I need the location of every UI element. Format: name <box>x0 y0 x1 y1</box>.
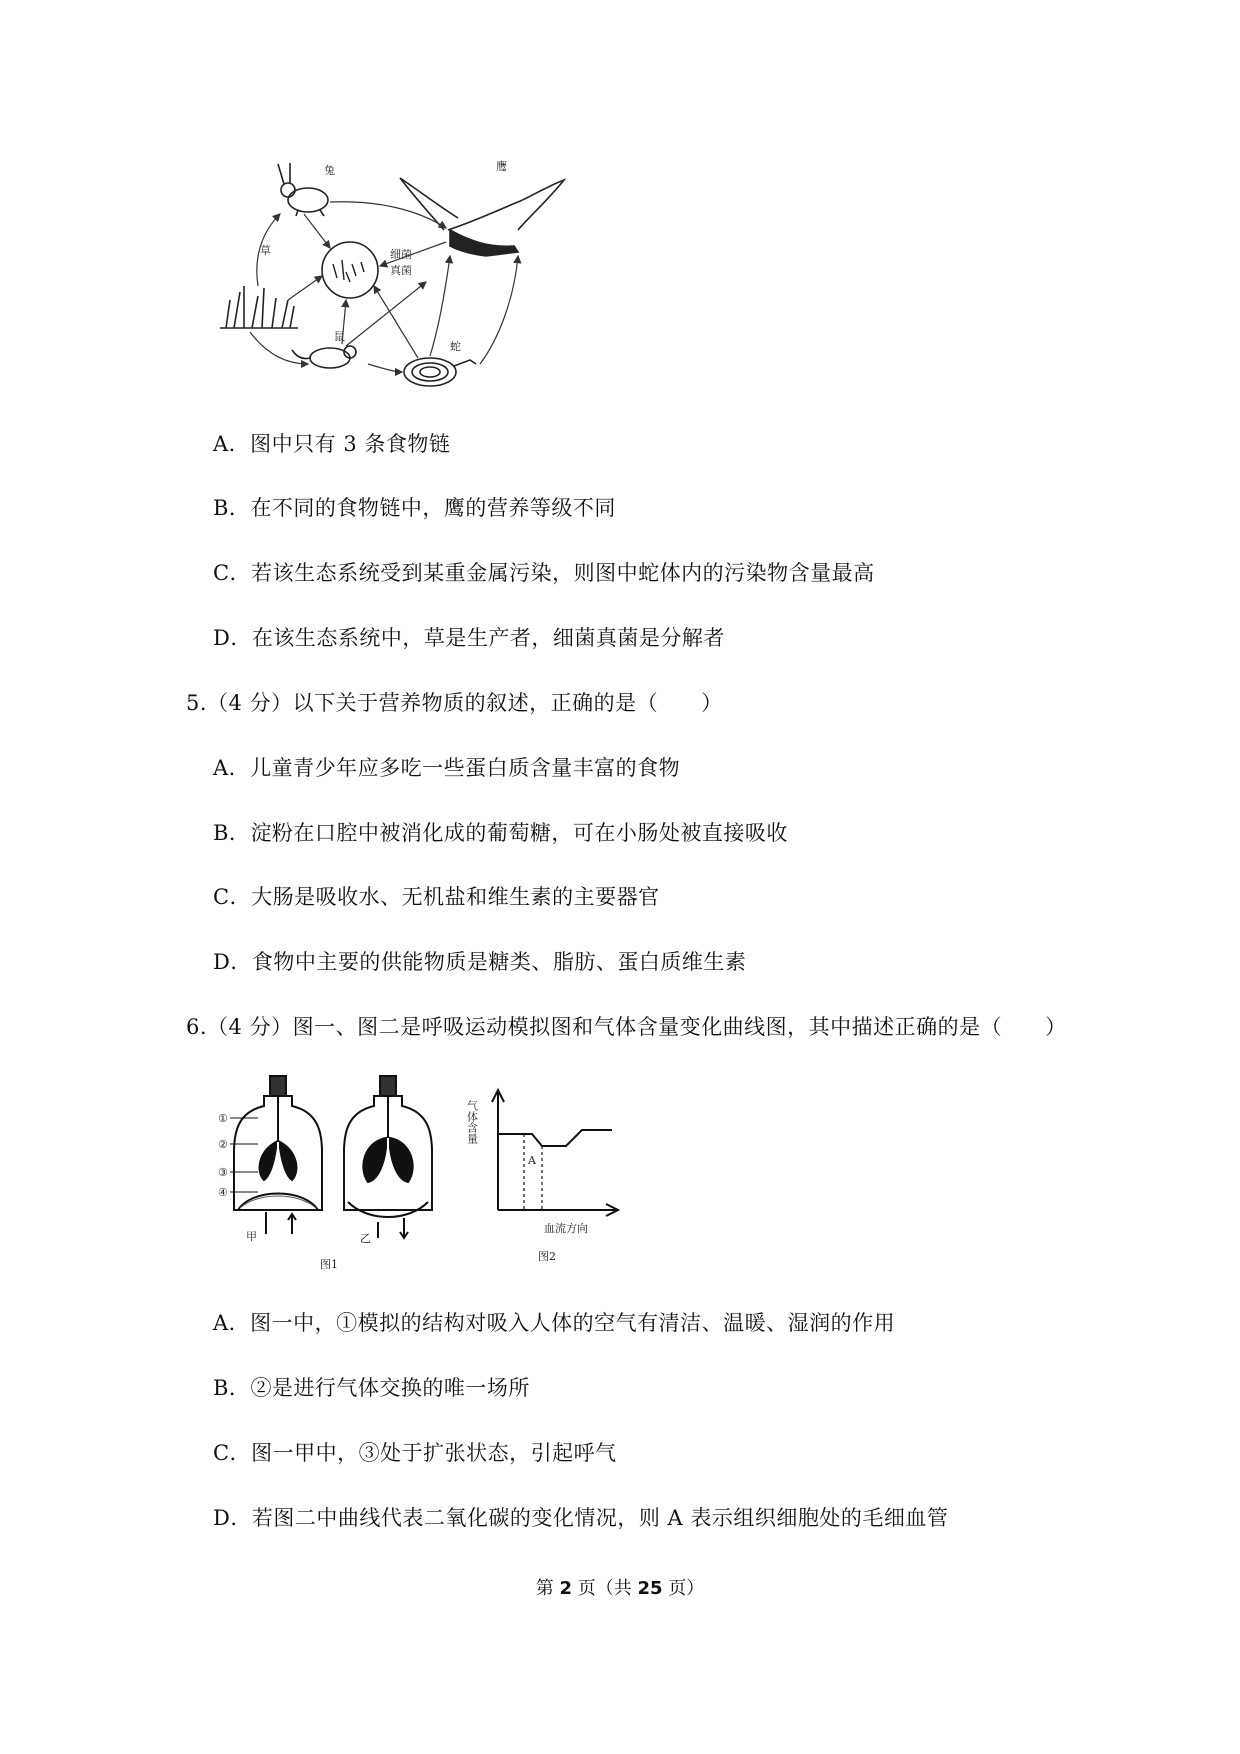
q4-option-a[interactable] <box>213 430 450 458</box>
option-letter: B． <box>213 496 251 520</box>
q6-option-d[interactable] <box>213 1504 948 1532</box>
footer-page-number: 2 <box>559 1578 572 1599</box>
breathing-model-figure <box>218 1072 448 1272</box>
page-footer <box>0 1574 1240 1600</box>
mouse-icon <box>292 346 356 368</box>
marker-3: ③ <box>218 1166 228 1179</box>
option-text: 儿童青少年应多吃一些蛋白质含量丰富的食物 <box>250 756 681 780</box>
footer-middle: 页（共 <box>577 1578 632 1599</box>
mouse-label: 鼠 <box>334 330 345 343</box>
option-letter: C． <box>213 561 252 585</box>
label-jia: 甲 <box>246 1230 257 1243</box>
q4-option-d[interactable] <box>213 624 725 652</box>
caption-fig2: 图2 <box>538 1250 556 1262</box>
option-letter: C． <box>213 1441 252 1465</box>
footer-prefix: 第 <box>535 1578 554 1599</box>
label-yi: 乙 <box>360 1232 371 1245</box>
option-text: 若图二中曲线代表二氧化碳的变化情况，则 A 表示组织细胞处的毛细血管 <box>251 1506 949 1530</box>
option-letter: C． <box>213 885 252 909</box>
hawk-label: 鹰 <box>496 160 507 173</box>
q5-option-b[interactable] <box>213 819 788 847</box>
rabbit-label: 兔 <box>324 164 335 177</box>
footer-suffix: 页） <box>668 1578 705 1599</box>
q5-option-d[interactable] <box>213 948 746 976</box>
option-text: 图一甲中，③处于扩张状态，引起呼气 <box>251 1441 617 1465</box>
option-text: ②是进行气体交换的唯一场所 <box>250 1376 530 1400</box>
q6-option-b[interactable] <box>213 1374 530 1402</box>
food-web-figure <box>218 160 598 400</box>
decomposer-label-2: 真菌 <box>390 264 412 277</box>
q4-option-c[interactable] <box>213 559 875 587</box>
option-text: 食物中主要的供能物质是糖类、脂肪、蛋白质维生素 <box>251 950 747 974</box>
y-axis-label: 气体含量 <box>466 1100 479 1144</box>
marker-2: ② <box>218 1138 228 1151</box>
gas-curve-figure <box>466 1082 636 1262</box>
q5-stem: 5.（4 分）以下关于营养物质的叙述，正确的是（ ） <box>186 691 723 715</box>
grass-label: 草 <box>260 244 271 257</box>
marker-4: ④ <box>218 1186 228 1199</box>
point-a-label: A <box>528 1154 536 1167</box>
option-text: 在该生态系统中，草是生产者，细菌真菌是分解者 <box>251 626 725 650</box>
option-letter: B． <box>213 1376 251 1400</box>
option-letter: A． <box>213 756 251 780</box>
x-axis-label: 血流方向 <box>544 1222 588 1235</box>
caption-fig1: 图1 <box>320 1258 338 1271</box>
rabbit-icon <box>278 163 328 216</box>
q6-option-c[interactable] <box>213 1439 617 1467</box>
option-text: 图一中，①模拟的结构对吸入人体的空气有清洁、温暖、湿润的作用 <box>250 1311 896 1335</box>
decomposer-circle <box>322 242 378 298</box>
marker-1: ① <box>218 1112 228 1125</box>
option-letter: D． <box>213 626 252 650</box>
curve-axes <box>492 1090 618 1216</box>
option-text: 淀粉在口腔中被消化成的葡萄糖，可在小肠处被直接吸收 <box>250 821 788 845</box>
q4-option-b[interactable] <box>213 494 616 522</box>
q5-option-c[interactable] <box>213 883 660 911</box>
q6-stem: 6.（4 分）图一、图二是呼吸运动模拟图和气体含量变化曲线图，其中描述正确的是（ ） <box>186 1015 1067 1039</box>
food-web-arrows <box>250 202 518 372</box>
option-letter: A． <box>213 1311 251 1335</box>
gas-curve-line <box>498 1130 612 1146</box>
bell-jar-1 <box>234 1076 322 1234</box>
footer-total-pages: 25 <box>637 1578 663 1599</box>
option-letter: D． <box>213 950 252 974</box>
grass-icon <box>220 286 298 328</box>
q6-option-a[interactable] <box>213 1309 895 1337</box>
option-text: 图中只有 3 条食物链 <box>250 432 451 456</box>
option-text: 大肠是吸收水、无机盐和维生素的主要器官 <box>251 885 660 909</box>
option-letter: A． <box>213 432 251 456</box>
bell-jar-2 <box>344 1076 432 1238</box>
snake-label: 蛇 <box>450 340 461 353</box>
option-letter: D． <box>213 1506 252 1530</box>
segment-a-bounds <box>524 1134 542 1210</box>
option-text: 在不同的食物链中，鹰的营养等级不同 <box>250 496 616 520</box>
decomposer-label-1: 细菌 <box>390 248 412 261</box>
option-text: 若该生态系统受到某重金属污染，则图中蛇体内的污染物含量最高 <box>251 561 875 585</box>
snake-icon <box>404 358 476 386</box>
q5-option-a[interactable] <box>213 754 680 782</box>
option-letter: B． <box>213 821 251 845</box>
